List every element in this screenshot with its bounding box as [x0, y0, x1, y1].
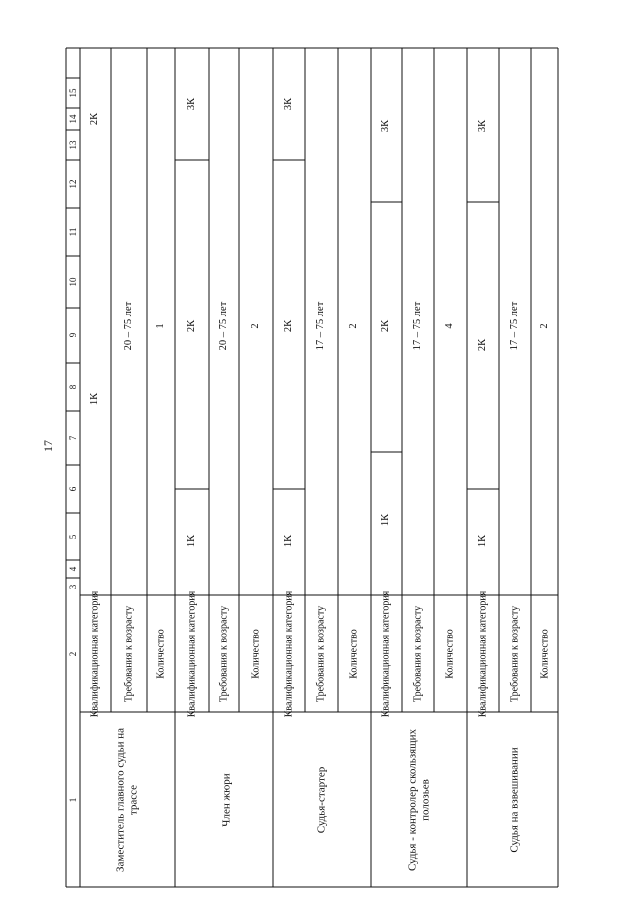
value-category: 3К — [185, 97, 197, 111]
label-count: Количество — [348, 629, 360, 679]
label-age: Требования к возрасту — [509, 605, 521, 703]
label-qualification: Квалификационная категория — [89, 590, 101, 718]
value-count: 1 — [154, 323, 166, 329]
value-age: 17 – 75 лет — [314, 301, 326, 351]
value-age: 17 – 75 лет — [508, 301, 520, 351]
column-number-9: 9 — [67, 332, 78, 338]
value-category: 3К — [476, 119, 488, 133]
label-count: Количество — [444, 629, 456, 679]
label-age: Требования к возрасту — [315, 605, 327, 703]
column-number-3: 3 — [67, 584, 78, 590]
value-age: 17 – 75 лет — [411, 301, 423, 351]
label-age: Требования к возрасту — [412, 605, 424, 703]
label-qualification: Квалификационная категория — [477, 590, 489, 718]
column-number-7: 7 — [67, 435, 78, 441]
label-age: Требования к возрасту — [218, 605, 230, 703]
column-number-4: 4 — [67, 566, 78, 572]
value-category: 1К — [88, 392, 100, 406]
column-number-13: 13 — [67, 140, 78, 150]
role-weighing-judge: Судья на взвешивании — [508, 747, 521, 853]
role-deputy-chief-judge: Заместитель главного судьи на трассе — [114, 728, 139, 872]
value-count: 4 — [443, 323, 455, 329]
column-number-11: 11 — [67, 227, 78, 237]
value-category: 1К — [379, 513, 391, 527]
column-number-15: 15 — [67, 88, 78, 98]
value-category: 2К — [282, 319, 294, 333]
role-sliding-runners-controller: Судья - контролер скользящих полозьев — [406, 728, 431, 872]
value-age: 20 – 75 лет — [217, 301, 229, 351]
value-category: 2К — [379, 319, 391, 333]
value-category: 1К — [476, 534, 488, 548]
label-qualification: Квалификационная категория — [283, 590, 295, 718]
label-count: Количество — [539, 629, 551, 679]
column-number-8: 8 — [67, 384, 78, 390]
value-age: 20 – 75 лет — [122, 301, 134, 351]
column-number-14: 14 — [67, 114, 78, 124]
label-qualification: Квалификационная категория — [380, 590, 392, 718]
column-number-5: 5 — [67, 534, 78, 540]
column-number-1: 1 — [67, 797, 78, 803]
value-category: 2К — [88, 112, 100, 126]
value-count: 2 — [347, 323, 359, 329]
column-number-2: 2 — [67, 651, 78, 657]
label-age: Требования к возрасту — [123, 605, 135, 703]
value-count: 2 — [538, 323, 550, 329]
column-number-12: 12 — [67, 179, 78, 189]
role-starter-judge: Судья-стартер — [315, 766, 328, 834]
column-number-6: 6 — [67, 486, 78, 492]
label-count: Количество — [155, 629, 167, 679]
value-category: 1К — [282, 534, 294, 548]
role-jury-member: Член жюри — [220, 773, 233, 827]
page-number: 17 — [41, 440, 55, 452]
value-category: 2К — [476, 338, 488, 352]
label-count: Количество — [250, 629, 262, 679]
label-qualification: Квалификационная категория — [186, 590, 198, 718]
value-count: 2 — [249, 323, 261, 329]
value-category: 3К — [379, 119, 391, 133]
value-category: 3К — [282, 97, 294, 111]
column-number-10: 10 — [67, 277, 78, 287]
value-category: 2К — [185, 319, 197, 333]
value-category: 1К — [185, 534, 197, 548]
